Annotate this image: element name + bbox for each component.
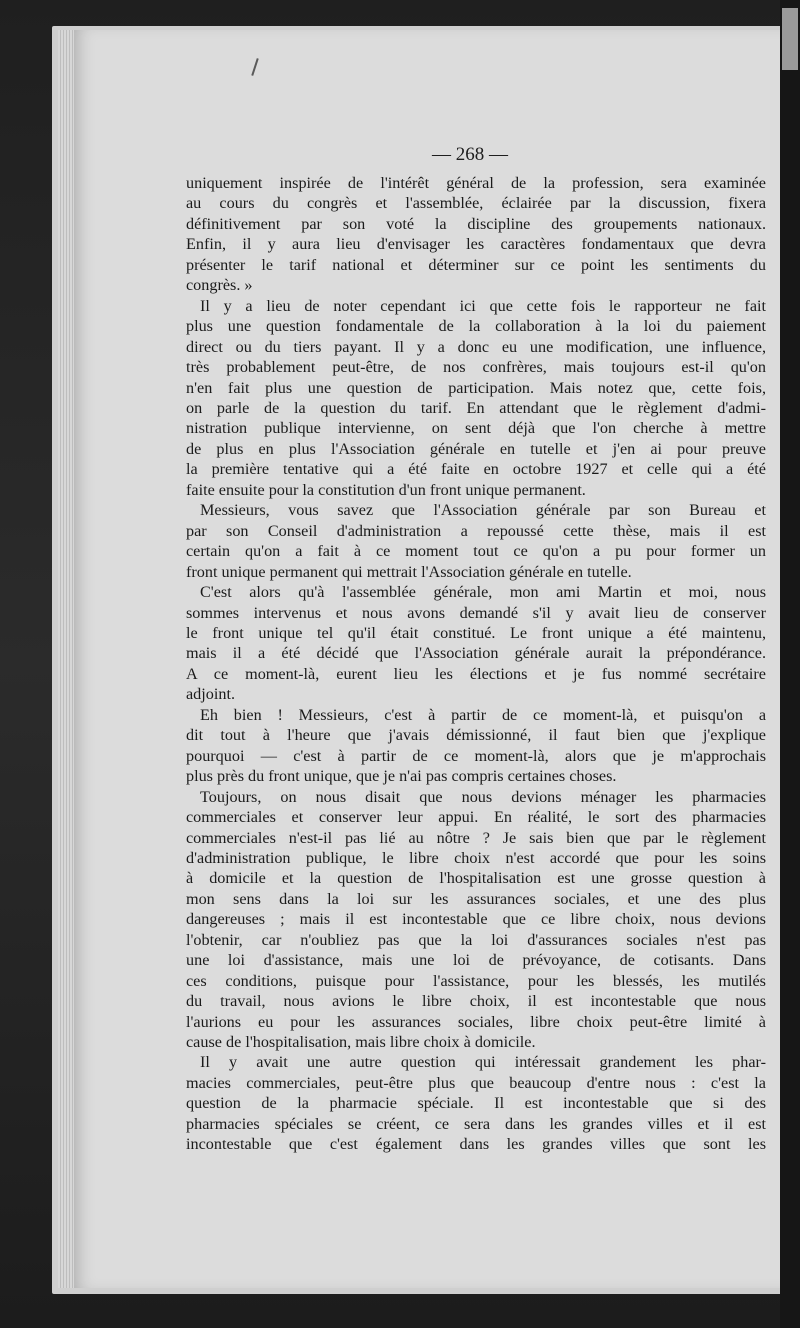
text-line: présenter le tarif national et déterminer sur ce point les sentiments du — [186, 255, 766, 274]
text-line: commerciales n'est-il pas lié au nôtre ? Je sais bien que par le règlement — [186, 828, 766, 847]
text-line: pharmacies spéciales se créent, ce sera dans les grandes villes et il est — [186, 1114, 766, 1133]
text-line: direct ou du tiers payant. Il y a donc eu une modification, une influence, — [186, 337, 766, 356]
text-line: le front unique tel qu'il était constitué. Le front unique a été maintenu, — [186, 623, 766, 642]
text-line: C'est alors qu'à l'assemblée générale, mon ami Martin et moi, nous — [200, 583, 766, 602]
text-line: Il y a lieu de noter cependant ici que cette fois le rapporteur ne fait — [200, 296, 766, 315]
text-line: certain qu'on a fait à ce moment tout ce qu'on a pu pour former un — [186, 542, 766, 561]
text-line: Toujours, on nous disait que nous devions ménager les pharmacies — [200, 787, 766, 806]
text-line: pourquoi — c'est à partir de ce moment-là, alors que je m'approchais — [186, 746, 766, 765]
text-line: front unique permanent qui mettrait l'Association générale en tutelle. — [186, 562, 632, 581]
text-line: uniquement inspirée de l'intérêt général de la profession, sera examinée — [186, 174, 766, 192]
text-line: nistration publique intervienne, on sent déjà que l'on cherche à mettre — [186, 419, 766, 438]
text-line: l'obtenir, car n'oubliez pas que la loi d'assurances sociales n'est pas — [186, 930, 766, 949]
text-line: macies commerciales, peut-être plus que beaucoup d'entre nous : c'est la — [186, 1073, 766, 1092]
text-line: mon sens dans la loi sur les assurances sociales, et une des plus — [186, 889, 766, 908]
text-line: congrès. » — [186, 276, 253, 295]
text-line: commerciales et conserver leur appui. En réalité, le sort des pharmacies — [186, 808, 766, 827]
text-line: Eh bien ! Messieurs, c'est à partir de ce moment-là, et puisqu'on a — [200, 705, 766, 724]
text-line: définitivement par son voté la discipline des groupements nationaux. — [186, 214, 766, 233]
text-line: cause de l'hospitalisation, mais libre choix à domicile. — [186, 1033, 536, 1052]
scanner-border — [780, 0, 800, 1328]
text-line: ces conditions, puisque pour l'assistance, pour les blessés, les mutilés — [186, 971, 766, 990]
text-line: adjoint. — [186, 685, 236, 704]
scanner-bar — [782, 8, 798, 70]
text-line: Messieurs, vous savez que l'Association générale par son Bureau et — [200, 501, 766, 520]
text-line: incontestable que c'est également dans les grandes villes que sont les — [186, 1135, 766, 1154]
text-line: l'aurions eu pour les assurances sociales, libre choix peut-être limité à — [186, 1012, 766, 1031]
text-line: Il y avait une autre question qui intéressait grandement les phar- — [200, 1053, 766, 1072]
text-line: de plus en plus l'Association générale en tutelle et j'en ai pour preuve — [186, 439, 766, 458]
body-text — [186, 173, 766, 1155]
text-line: plus une question fondamentale de la collaboration à la loi du paiement — [186, 317, 766, 336]
text-line: question de la pharmacie spéciale. Il est incontestable que si des — [186, 1094, 766, 1113]
text-line: une loi d'assistance, mais une loi de prévoyance, de cotisants. Dans — [186, 951, 766, 970]
page-number: — 268 — — [432, 144, 508, 165]
text-line: très probablement peut-être, de nos confrères, mais toujours est-il qu'on — [186, 358, 766, 377]
text-line: mais il a été décidé que l'Association générale aurait la prépondérance. — [186, 644, 766, 663]
text-line: sommes intervenus et nous avons demandé s'il y avait lieu de conserver — [186, 603, 766, 622]
text-line: A ce moment-là, eurent lieu les élections et je fus nommé secrétaire — [186, 664, 766, 683]
text-line: au cours du congrès et l'assemblée, éclairée par la discussion, fixera — [186, 194, 766, 213]
text-line: n'en fait plus une question de participation. Mais notez que, cette fois, — [186, 378, 766, 397]
text-line: Enfin, il y aura lieu d'envisager les caractères fondamentaux que devra — [186, 235, 766, 254]
text-line: à domicile et la question de l'hospitalisation est une grosse question à — [186, 869, 766, 888]
text-line: on parle de la question du tarif. En attendant que le règlement d'admi- — [186, 398, 766, 417]
text-line: par son Conseil d'administration a repoussé cette thèse, mais il est — [186, 521, 766, 540]
text-line: plus près du front unique, que je n'ai pas compris certaines choses. — [186, 767, 617, 786]
text-line: dit tout à l'heure que j'avais démissionné, il faut bien que j'explique — [186, 726, 766, 745]
text-line: faite ensuite pour la constitution d'un front unique permanent. — [186, 480, 586, 499]
text-line: du travail, nous avions le libre choix, il est incontestable que nous — [186, 992, 766, 1011]
text-line: la première tentative qui a été faite en octobre 1927 et celle qui a été — [186, 460, 766, 479]
text-line: d'administration publique, le libre choix n'est accordé que pour les soins — [186, 848, 766, 867]
text-line: dangereuses ; mais il est incontestable que ce libre choix, nous devions — [186, 910, 766, 929]
